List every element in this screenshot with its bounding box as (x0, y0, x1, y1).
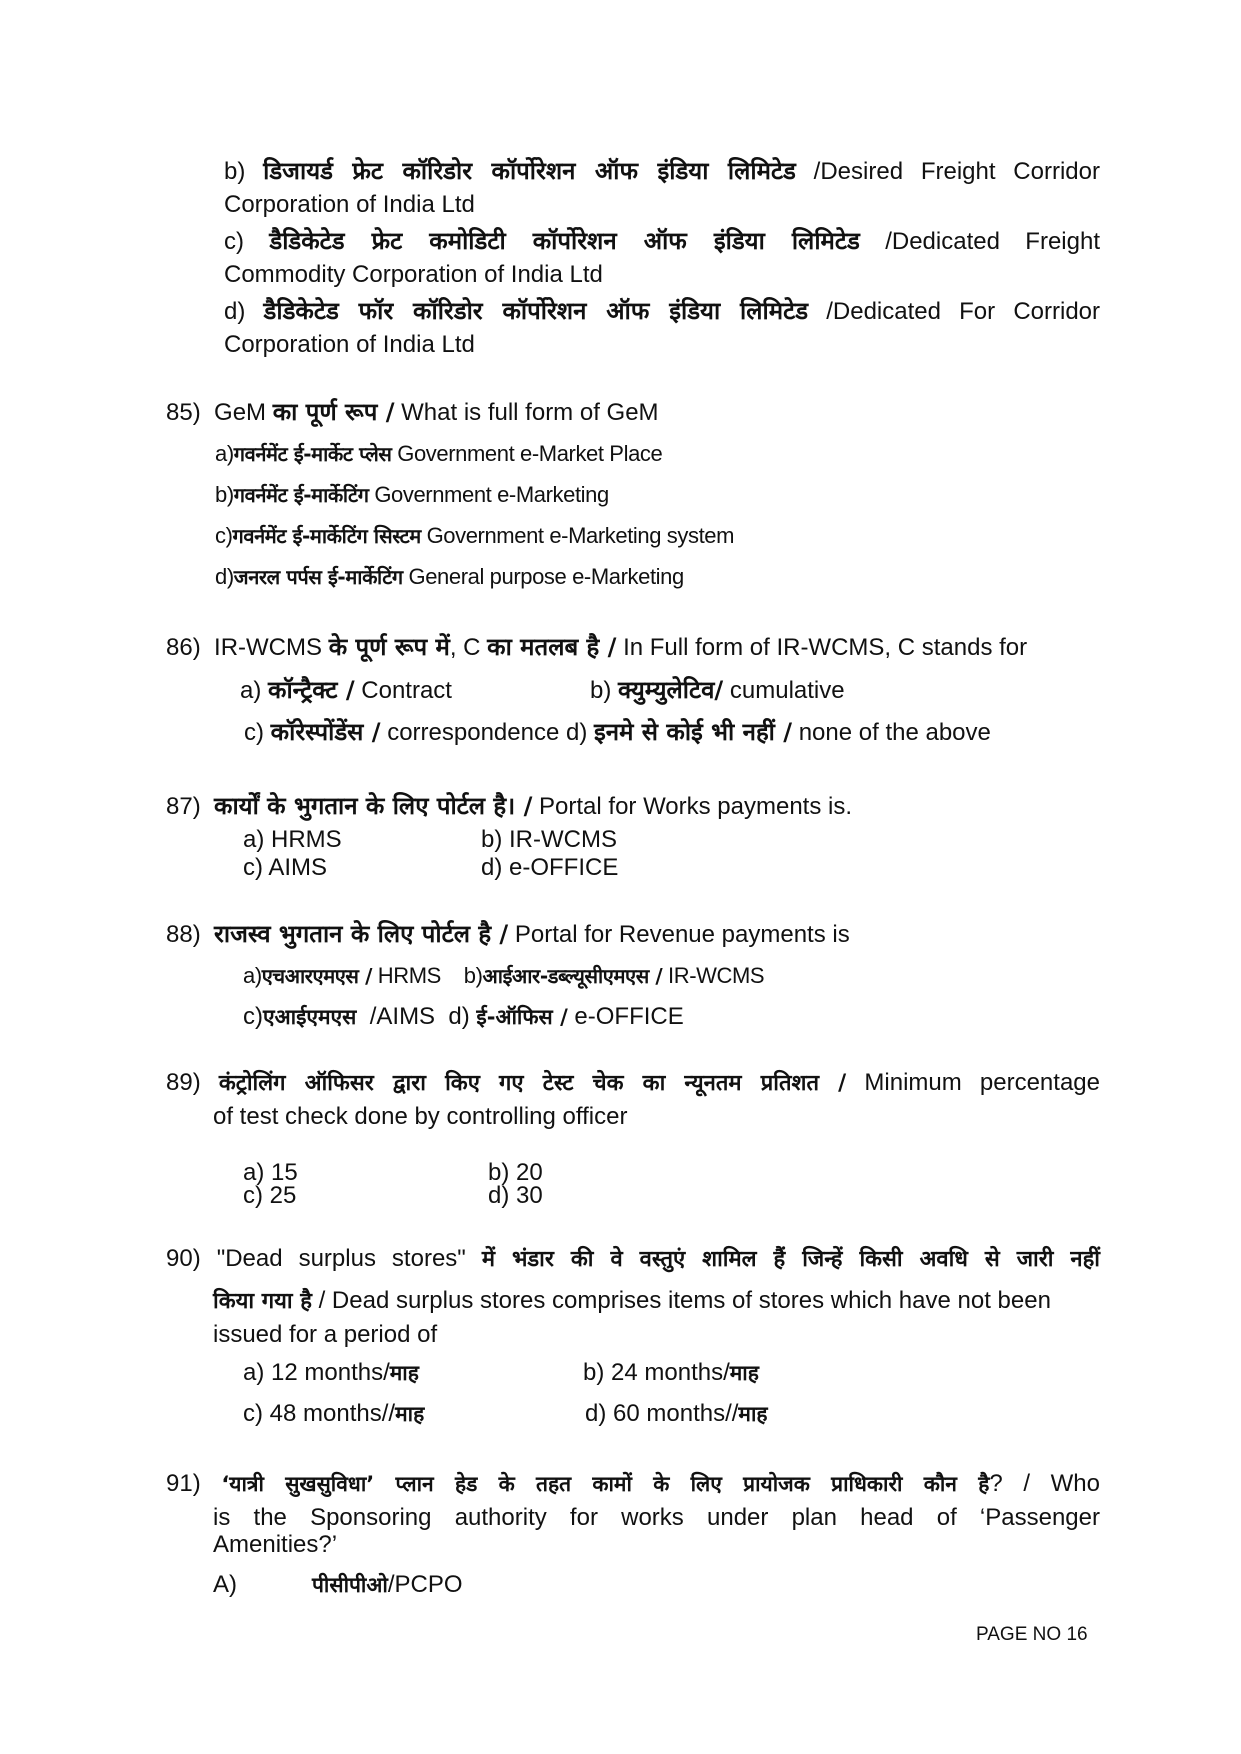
option-d (481, 854, 618, 882)
option-text: 20 (516, 1159, 543, 1186)
question-stem (166, 1066, 1100, 1101)
question-english: ? / Who (989, 1470, 1101, 1497)
option-english: HRMS (377, 963, 441, 988)
option-english: /Dedicated Freight (885, 228, 1100, 255)
option-key: b) (590, 677, 612, 704)
option-english: 24 months/ (611, 1359, 730, 1386)
question-stem (166, 789, 852, 824)
q84-option-c-line2: Commodity Corporation of India Ltd (224, 261, 603, 288)
question-prefix: "Dead surplus stores" (216, 1245, 466, 1272)
option-hindi: माह (395, 1402, 425, 1426)
question-stem-line3: issued for a period of (213, 1321, 438, 1348)
question-english: In Full form of IR-WCMS, C stands for (623, 634, 1028, 661)
option-b (590, 673, 845, 708)
option-english: cumulative (729, 677, 845, 704)
question-stem-line2 (213, 1284, 1051, 1319)
question-stem-line2 (213, 1501, 1100, 1535)
option-c-d (243, 1000, 684, 1034)
option-key: a) (243, 1359, 265, 1386)
question-hindi: ‘यात्री सुखसुविधा’ प्लान हेड के तहत कामों के लिए प्रायोजक प्राधिकारी कौन है (221, 1472, 990, 1496)
option-A (213, 1568, 237, 1602)
question-stem-line3: Amenities?’ (213, 1531, 338, 1558)
option-c (243, 1183, 296, 1209)
question-number: 86) (166, 634, 201, 661)
option-key: a) (243, 826, 265, 853)
option-key: d) (224, 298, 246, 325)
option-a (240, 673, 452, 708)
q84-option-b-line2: Corporation of India Ltd (224, 191, 475, 218)
option-english: General purpose e-Marketing (408, 564, 684, 589)
option-b (481, 826, 617, 854)
question-english: / Dead surplus stores comprises items of stores which have not been (318, 1287, 1051, 1314)
option-hindi: एआईएमएस (263, 1005, 357, 1029)
option-english: none of the above (798, 719, 991, 746)
q84-option-d (224, 294, 1100, 329)
option-hindi: एचआरएमएस / (261, 964, 373, 988)
option-c-d (244, 715, 991, 750)
option-english: e-OFFICE (574, 1003, 684, 1030)
question-prefix: IR-WCMS (214, 634, 323, 661)
option-hindi: गवर्नमेंट ई-मार्केटिंग (233, 483, 369, 507)
option-key: b) (463, 963, 483, 988)
question-hindi: का मतलब है / (487, 633, 617, 661)
option-key: c) (244, 719, 264, 746)
question-number: 91) (166, 1470, 201, 1497)
option-key: b) (488, 1159, 510, 1186)
option-hindi: कॉरेस्पोंडेंस / (270, 718, 381, 746)
option-key: a) (240, 677, 262, 704)
option-key: c) (215, 523, 233, 548)
option-text: e-OFFICE (509, 854, 619, 881)
option-key: d) (448, 1003, 470, 1030)
option-english: /PCPO (387, 1571, 463, 1598)
option-hindi: जनरल पर्पस ई-मार्केटिंग (233, 565, 403, 589)
question-hindi: राजस्व भुगतान के लिए पोर्टल है / (214, 920, 509, 948)
option-key: c) (243, 1003, 263, 1030)
question-stem (166, 1467, 1100, 1501)
option-b (215, 481, 609, 508)
question-hindi: कार्यों के भुगतान के लिए पोर्टल है। / (214, 792, 533, 820)
option-key: b) (481, 826, 503, 853)
option-english: correspondence (387, 719, 560, 746)
option-c (215, 522, 734, 549)
option-hindi: इनमे से कोई भी नहीं / (594, 718, 793, 746)
option-d (215, 563, 684, 590)
question-number: 85) (166, 399, 201, 426)
option-hindi: माह (729, 1361, 759, 1385)
option-english: 12 months/ (271, 1359, 390, 1386)
question-number: 87) (166, 793, 201, 820)
option-c (243, 854, 327, 882)
option-key: c) (243, 854, 263, 881)
option-hindi: आईआर-डब्ल्यूसीएमएस / (482, 964, 663, 988)
question-stem-line2: of test check done by controlling officer (213, 1103, 628, 1130)
option-english: Government e-Marketing (374, 482, 609, 507)
option-A-text (312, 1568, 463, 1602)
option-a (215, 440, 662, 467)
option-a-b (243, 962, 764, 989)
option-text: 25 (269, 1182, 297, 1209)
question-hindi: का पूर्ण रूप / (272, 398, 395, 426)
option-hindi: माह (738, 1402, 768, 1426)
option-key: d) (215, 564, 234, 589)
option-text: AIMS (268, 854, 328, 881)
question-hindi: कंट्रोलिंग ऑफिसर द्वारा किए गए टेस्ट चेक का न्यूनतम प्रतिशत / (218, 1071, 847, 1096)
option-a (243, 826, 342, 854)
option-hindi: गवर्नमेंट ई-मार्केट प्लेस (233, 442, 392, 466)
option-key: b) (583, 1359, 605, 1386)
question-stem (166, 630, 1027, 665)
option-d (585, 1397, 768, 1431)
option-hindi: माह (389, 1361, 419, 1385)
option-hindi: डैडिकेटेड फॉर कॉरिडोर कॉर्पोरेशन ऑफ इंडिया लिमिटेड (263, 297, 809, 325)
option-b (583, 1356, 759, 1390)
option-english: 48 months// (269, 1400, 396, 1427)
question-stem (166, 917, 850, 952)
option-key: b) (215, 482, 234, 507)
option-english: /Desired Freight Corridor (813, 158, 1100, 185)
option-hindi: ई-ऑफिस / (476, 1005, 568, 1029)
question-stem (166, 395, 659, 430)
option-key: a) (215, 441, 234, 466)
option-text: HRMS (271, 826, 342, 853)
option-key: A) (213, 1571, 237, 1598)
question-number: 90) (166, 1245, 201, 1272)
option-english: Government e-Market Place (397, 441, 663, 466)
option-english: Government e-Marketing system (426, 523, 735, 548)
question-english: Minimum percentage (864, 1069, 1100, 1096)
question-stem (166, 1242, 1100, 1277)
question-prefix: GeM (214, 399, 267, 426)
option-key: d) (585, 1400, 607, 1427)
option-key: b) (224, 158, 246, 185)
option-english: /AIMS (369, 1003, 436, 1030)
question-number: 89) (166, 1069, 201, 1096)
question-number: 88) (166, 921, 201, 948)
question-english: Portal for Revenue payments is (514, 921, 850, 948)
option-english: IR-WCMS (668, 963, 765, 988)
option-hindi: डैडिकेटेड फ्रेट कमोडिटी कॉर्पोरेशन ऑफ इंडिया लिमिटेड (269, 227, 860, 255)
option-english: 60 months// (613, 1400, 739, 1427)
question-hindi: किया गया है (213, 1289, 312, 1314)
option-english: /Dedicated For Corridor (826, 298, 1101, 325)
option-english: Contract (361, 677, 452, 704)
option-c (243, 1397, 424, 1431)
option-key: c) (224, 228, 244, 255)
question-english: is the Sponsoring authority for works under plan head of ‘Passenger (213, 1504, 1100, 1531)
option-key: d) (481, 854, 503, 881)
option-d (488, 1183, 543, 1209)
option-hindi: कॉन्ट्रैक्ट / (268, 676, 355, 704)
option-key: a) (243, 963, 262, 988)
option-text: 15 (271, 1159, 298, 1186)
option-key: d) (565, 719, 588, 746)
page-number: PAGE NO 16 (976, 1624, 1088, 1645)
option-hindi: पीसीपीओ (312, 1573, 388, 1597)
option-a (243, 1356, 419, 1390)
option-key: c) (243, 1182, 263, 1209)
question-mid: , C (449, 634, 481, 661)
question-hindi: के पूर्ण रूप में (328, 633, 450, 661)
option-text: IR-WCMS (509, 826, 617, 853)
q84-option-d-line2: Corporation of India Ltd (224, 331, 475, 358)
q84-option-b (224, 154, 1100, 189)
option-hindi: क्युम्युलेटिव/ (618, 676, 724, 704)
option-key: a) (243, 1159, 265, 1186)
option-text: 30 (516, 1182, 543, 1209)
option-hindi: डिजायर्ड फ्रेट कॉरिडोर कॉर्पोरेशन ऑफ इंडिया लिमिटेड (263, 157, 796, 185)
option-hindi: गवर्नमेंट ई-मार्केटिंग सिस्टम (232, 524, 421, 548)
q84-option-c (224, 224, 1100, 259)
option-key: d) (488, 1182, 510, 1209)
question-english: What is full form of GeM (401, 399, 659, 426)
question-hindi: में भंडार की वे वस्तुएं शामिल हैं जिन्हें किसी अवधि से जारी नहीं (481, 1247, 1101, 1272)
option-key: c) (243, 1400, 263, 1427)
question-english: Portal for Works payments is. (539, 793, 853, 820)
